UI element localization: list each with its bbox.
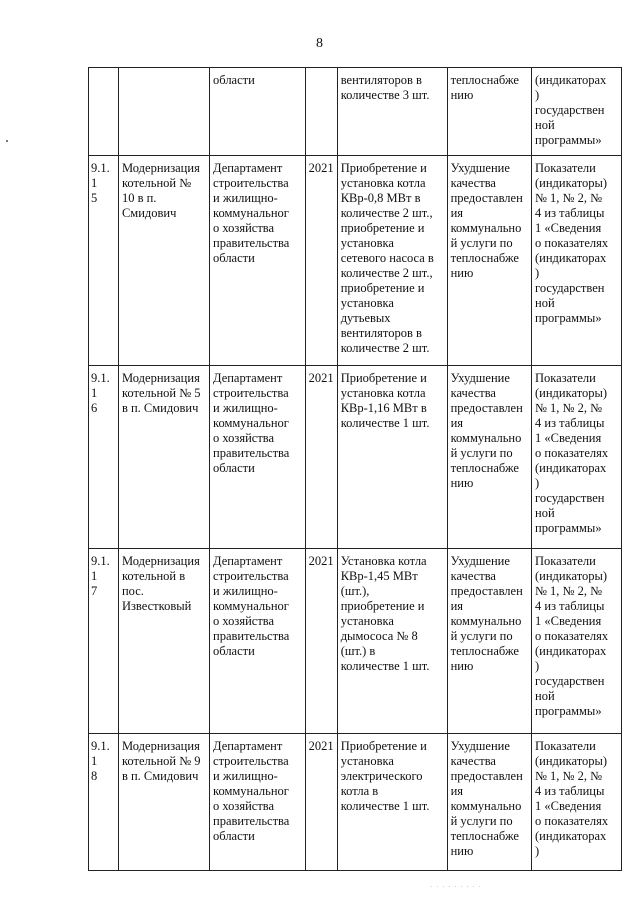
executor: Департамент строительства и жилищно- коммунальног о хозяйства правительства области <box>210 549 305 734</box>
row-number: 9.1.1 5 <box>89 156 119 366</box>
action: вентиляторов в количестве 3 шт. <box>337 68 447 156</box>
executor: Департамент строительства и жилищно- коммунальног о хозяйства правительства области <box>210 156 305 366</box>
table-row <box>89 549 622 734</box>
action: Приобретение и установка котла КВр-0,8 МВт в количестве 2 шт., приобретение и установка сетевого насоса в количестве 2 шт., приобретение и установка дутьевых вентиляторов в количестве 2 шт. <box>337 156 447 366</box>
year: 2021 <box>305 734 337 871</box>
row-number: 9.1.1 6 <box>89 366 119 549</box>
row-number: 9.1.1 7 <box>89 549 119 734</box>
scan-footer-mark: · · · · · · · · · <box>430 883 482 891</box>
event-name: Модернизация котельной в пос. Известковый <box>118 549 209 734</box>
table-row <box>89 366 622 549</box>
year: 2021 <box>305 156 337 366</box>
page-number: 8 <box>316 36 323 51</box>
risk-consequence: Ухудшение качества предоставлен ия коммунально й услуги по теплоснабже нию <box>447 366 531 549</box>
executor: Департамент строительства и жилищно- коммунальног о хозяйства правительства области <box>210 734 305 871</box>
event-name: Модернизация котельной № 10 в п. Смидович <box>118 156 209 366</box>
risk-consequence: Ухудшение качества предоставлен ия коммунально й услуги по теплоснабже нию <box>447 156 531 366</box>
indicators: Показатели (индикаторы) № 1, № 2, № 4 из таблицы 1 «Сведения о показателях (индикаторах ) государствен ной программы» <box>532 156 622 366</box>
row-number <box>89 68 119 156</box>
scan-mark <box>6 140 8 142</box>
table-row <box>89 734 622 871</box>
action: Приобретение и установка электрического котла в количестве 1 шт. <box>337 734 447 871</box>
year: 2021 <box>305 549 337 734</box>
executor: области <box>210 68 305 156</box>
program-table <box>88 67 622 871</box>
event-name: Модернизация котельной № 5 в п. Смидович <box>118 366 209 549</box>
indicators: Показатели (индикаторы) № 1, № 2, № 4 из таблицы 1 «Сведения о показателях (индикаторах ) <box>532 734 622 871</box>
year <box>305 68 337 156</box>
risk-consequence: Ухудшение качества предоставлен ия коммунально й услуги по теплоснабже нию <box>447 549 531 734</box>
action: Установка котла КВр-1,45 МВт (шт.), приобретение и установка дымососа № 8 (шт.) в количестве 1 шт. <box>337 549 447 734</box>
year: 2021 <box>305 366 337 549</box>
indicators: Показатели (индикаторы) № 1, № 2, № 4 из таблицы 1 «Сведения о показателях (индикаторах ) государствен ной программы» <box>532 549 622 734</box>
risk-consequence: Ухудшение качества предоставлен ия коммунально й услуги по теплоснабже нию <box>447 734 531 871</box>
indicators: Показатели (индикаторы) № 1, № 2, № 4 из таблицы 1 «Сведения о показателях (индикаторах ) государствен ной программы» <box>532 366 622 549</box>
table-row <box>89 68 622 156</box>
table-row <box>89 156 622 366</box>
row-number: 9.1.1 8 <box>89 734 119 871</box>
event-name: Модернизация котельной № 9 в п. Смидович <box>118 734 209 871</box>
action: Приобретение и установка котла КВр-1,16 МВт в количестве 1 шт. <box>337 366 447 549</box>
event-name <box>118 68 209 156</box>
risk-consequence: теплоснабже нию <box>447 68 531 156</box>
indicators: (индикаторах ) государствен ной программы» <box>532 68 622 156</box>
executor: Департамент строительства и жилищно- коммунальног о хозяйства правительства области <box>210 366 305 549</box>
